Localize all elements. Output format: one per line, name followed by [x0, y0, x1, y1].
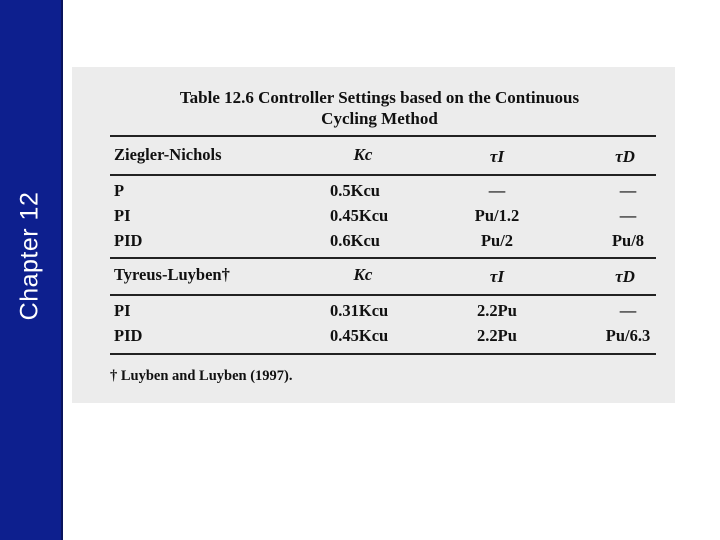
bottom-rule — [110, 353, 656, 355]
sidebar-divider — [61, 0, 63, 540]
top-rule — [110, 135, 656, 137]
row-taud: Pu/8 — [611, 231, 645, 250]
row-taud: Pu/6.3 — [605, 326, 651, 345]
row-taui: 2.2Pu — [477, 326, 517, 345]
row-taud: — — [619, 206, 637, 225]
row-kc: 0.45Kcu — [330, 326, 389, 345]
table-footnote: † Luyben and Luyben (1997). — [110, 368, 293, 384]
row-controller: PI — [114, 301, 131, 320]
row-kc: 0.45Kcu — [330, 206, 389, 225]
row-taui: — — [488, 181, 506, 200]
row-taud: — — [619, 181, 637, 200]
row-kc: 0.6Kcu — [330, 231, 380, 250]
row-taui: 2.2Pu — [477, 301, 517, 320]
column-header-taui: τI — [489, 267, 505, 286]
row-controller: PID — [114, 326, 143, 345]
header-rule — [110, 174, 656, 176]
section-header-method: Ziegler-Nichols — [114, 145, 222, 164]
section-header-method: Tyreus-Luyben† — [114, 265, 230, 284]
column-header-kc: Kc — [353, 265, 373, 284]
chapter-sidebar — [0, 0, 61, 540]
row-kc: 0.31Kcu — [330, 301, 389, 320]
column-header-kc: Kc — [353, 145, 373, 164]
row-controller: PID — [114, 231, 143, 250]
row-controller: PI — [114, 206, 131, 225]
column-header-taud: τD — [615, 147, 635, 166]
column-header-taud: τD — [615, 267, 635, 286]
chapter-label: Chapter 12 — [15, 191, 44, 321]
table-title-line2: Cycling Method — [321, 109, 438, 128]
scanned-table — [72, 67, 675, 403]
header-rule — [110, 294, 656, 296]
row-taui: Pu/1.2 — [474, 206, 520, 225]
row-taui: Pu/2 — [480, 231, 514, 250]
row-kc: 0.5Kcu — [330, 181, 380, 200]
row-controller: P — [114, 181, 125, 200]
column-header-taui: τI — [489, 147, 505, 166]
section-rule — [110, 257, 656, 259]
table-title-line1: Table 12.6 Controller Settings based on the Continuous — [179, 88, 580, 107]
row-taud: — — [619, 301, 637, 320]
